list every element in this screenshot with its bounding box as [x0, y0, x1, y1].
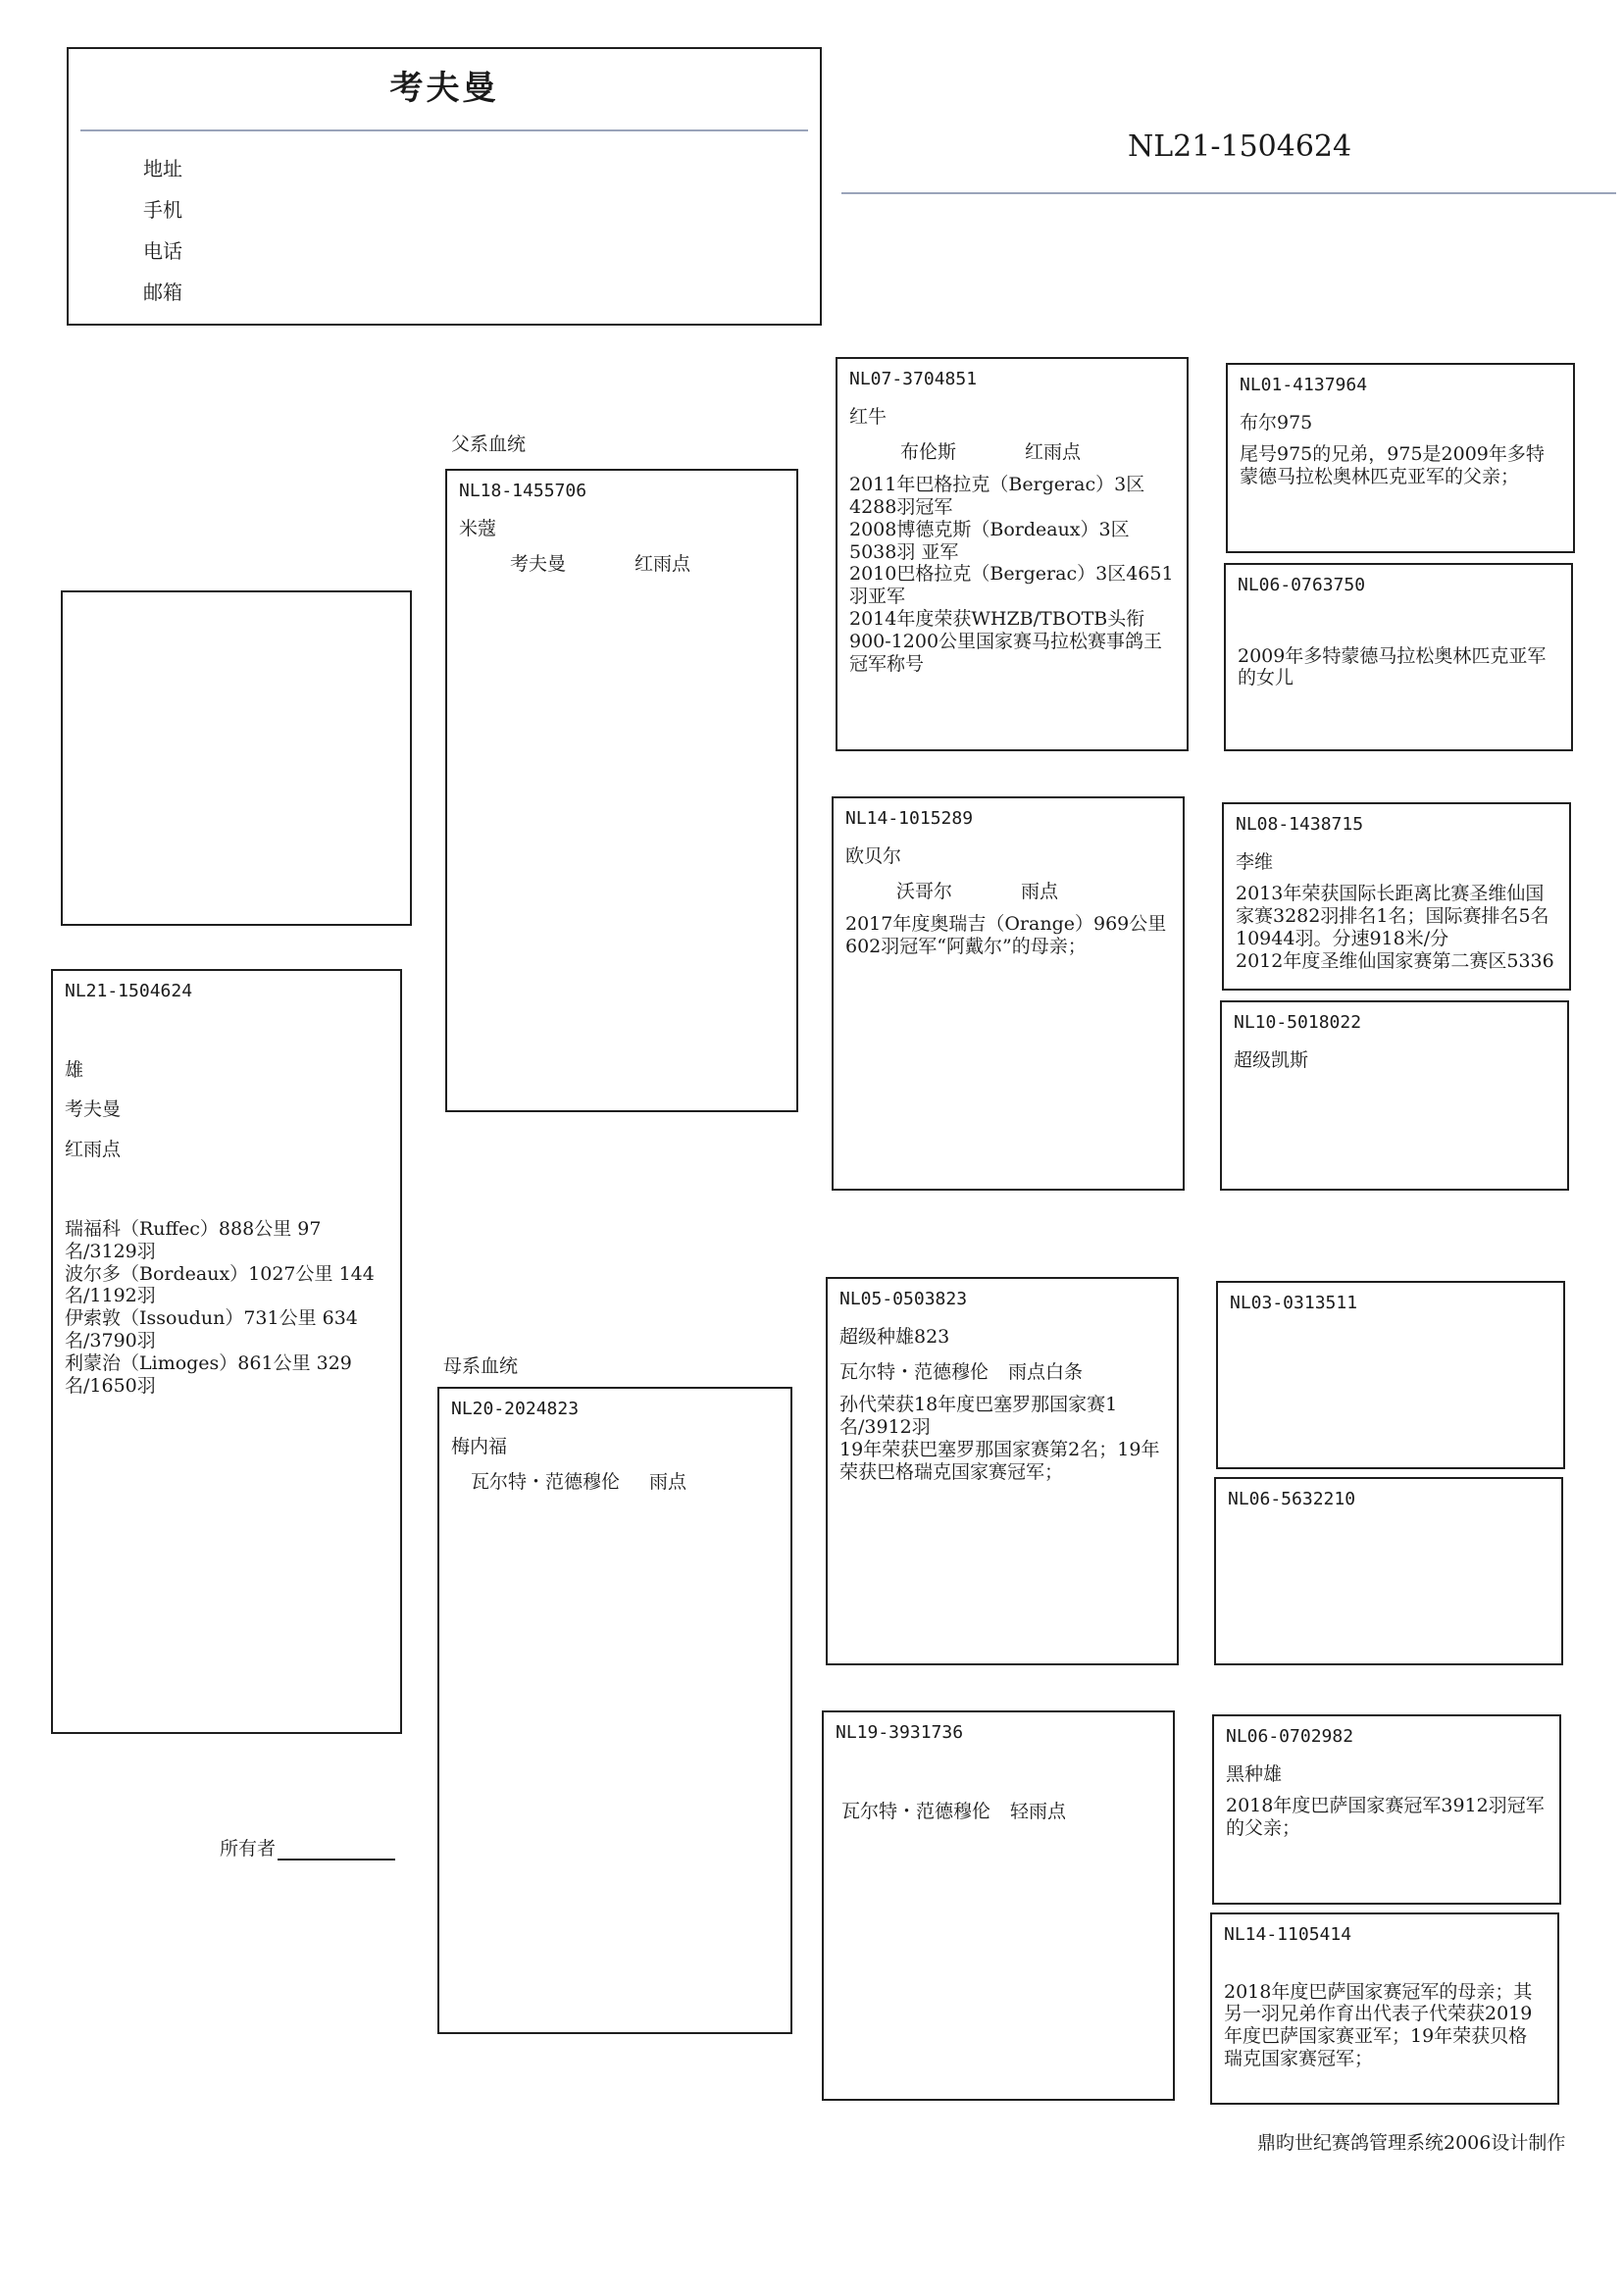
- sss-box: [1226, 363, 1575, 553]
- sire-dam-ring: NL14-1015289: [845, 808, 974, 829]
- address-label: 地址: [143, 157, 182, 180]
- dam-section-label: 母系血统: [443, 1355, 519, 1377]
- footer-credit: 鼎昀世纪赛鸽管理系统2006设计制作: [1257, 2132, 1566, 2154]
- ssd-ring: NL06-0763750: [1238, 575, 1366, 595]
- dds-ring: NL06-0702982: [1226, 1726, 1354, 1747]
- phone-label: 电话: [143, 239, 182, 263]
- sire-sire-color: 红雨点: [1025, 441, 1082, 464]
- dam-dam-box: [822, 1710, 1175, 2101]
- subject-sex: 雄: [65, 1058, 84, 1081]
- dam-dam-breeder: 瓦尔特・范德穆伦: [841, 1800, 991, 1822]
- dam-breeder: 瓦尔特・范德穆伦: [471, 1471, 621, 1494]
- ddd-ring: NL14-1105414: [1224, 1924, 1352, 1945]
- mobile-label: 手机: [143, 198, 182, 222]
- sdd-box: [1220, 1000, 1569, 1191]
- ddd-box: [1210, 1912, 1559, 2105]
- sire-dam-notes: 2017年度奥瑞吉（Orange）969公里602羽冠军“阿戴尔”的母亲；: [845, 913, 1167, 957]
- ddd-notes: 2018年度巴萨国家赛冠军的母亲；其另一羽兄弟作育出代表子代荣获2019年度巴萨国家赛亚军；19年荣获贝格瑞克国家赛冠军；: [1224, 1980, 1533, 2069]
- dss-ring: NL03-0313511: [1230, 1293, 1358, 1313]
- subject-ring: NL21-1504624: [65, 981, 193, 1001]
- sire-box: [445, 469, 798, 1112]
- top-ring-underline: [841, 192, 1616, 194]
- sire-section-label: 父系血统: [451, 433, 527, 455]
- dam-sire-box: [826, 1277, 1179, 1665]
- dam-ring: NL20-2024823: [451, 1399, 580, 1419]
- sire-name: 米蔻: [459, 517, 497, 539]
- dam-box: [437, 1387, 792, 2034]
- sire-dam-box: [832, 796, 1185, 1191]
- sss-notes: 尾号975的兄弟，975是2009年多特蒙德马拉松奥林匹克亚军的父亲；: [1240, 443, 1545, 488]
- sire-sire-breeder: 布伦斯: [900, 441, 957, 464]
- dam-sire-notes: 孙代荣获18年度巴塞罗那国家赛1名/3912羽 19年荣获巴塞罗那国家赛第2名；19年荣获巴格瑞克国家赛冠军；: [839, 1394, 1160, 1483]
- header-divider: [80, 129, 808, 131]
- top-ring-number: NL21-1504624: [1128, 129, 1352, 164]
- dds-notes: 2018年度巴萨国家赛冠军3912羽冠军的父亲；: [1226, 1795, 1545, 1840]
- sdd-name: 超级凯斯: [1234, 1048, 1309, 1071]
- owner-label: 所有者: [220, 1834, 395, 1861]
- sire-sire-name: 红牛: [849, 405, 888, 428]
- subject-results: 瑞福科（Ruffec）888公里 97名/3129羽 波尔多（Bordeaux）1027公里 144名/1192羽 伊索敦（Issoudun）731公里 634名/3790羽 利蒙治（Limoges）861公里 329名/1650羽: [65, 1217, 375, 1397]
- owner-name: 考夫曼: [389, 69, 499, 108]
- sire-sire-ring: NL07-3704851: [849, 369, 978, 389]
- sds-notes: 2013年荣获国际长距离比赛圣维仙国家赛3282羽排名1名；国际赛排名5名10944羽。分速918米/分 2012年度圣维仙国家赛第二赛区5336: [1236, 883, 1554, 972]
- dds-box: [1212, 1714, 1561, 1905]
- sdd-ring: NL10-5018022: [1234, 1012, 1362, 1033]
- dds-name: 黑种雄: [1226, 1762, 1283, 1785]
- subject-box: [51, 969, 402, 1734]
- dsd-box: [1214, 1477, 1563, 1665]
- photo-box: [61, 590, 412, 926]
- sss-ring: NL01-4137964: [1240, 375, 1368, 395]
- dam-color: 雨点: [649, 1471, 687, 1494]
- dam-sire-ring: NL05-0503823: [839, 1289, 968, 1309]
- sds-box: [1222, 802, 1571, 991]
- sds-ring: NL08-1438715: [1236, 814, 1364, 835]
- owner-header-box: [67, 47, 822, 326]
- ssd-box: [1224, 563, 1573, 751]
- dam-sire-name: 超级种雄823: [839, 1325, 950, 1348]
- dam-dam-ring: NL19-3931736: [836, 1722, 964, 1743]
- sire-sire-box: [836, 357, 1189, 751]
- sds-name: 李维: [1236, 850, 1274, 873]
- email-label: 邮箱: [143, 280, 182, 304]
- dss-box: [1216, 1281, 1565, 1469]
- sire-ring: NL18-1455706: [459, 481, 587, 501]
- dam-name: 梅内福: [451, 1435, 508, 1457]
- sire-breeder: 考夫曼: [510, 553, 567, 576]
- subject-breeder: 考夫曼: [65, 1098, 122, 1121]
- dsd-ring: NL06-5632210: [1228, 1489, 1356, 1509]
- owner-signature-line: [278, 1859, 395, 1861]
- subject-color: 红雨点: [65, 1139, 122, 1161]
- sire-sire-notes: 2011年巴格拉克（Bergerac）3区4288羽冠军 2008博德克斯（Bordeaux）3区 5038羽 亚军 2010巴格拉克（Bergerac）3区4651羽亚军 2014年度荣获WHZB/TBOTB头衔900-1200公里国家赛马拉松赛事鸽王冠军称号: [849, 474, 1174, 675]
- sire-color: 红雨点: [634, 553, 691, 576]
- sire-dam-name: 欧贝尔: [845, 844, 902, 867]
- dam-dam-color: 轻雨点: [1010, 1800, 1067, 1822]
- dam-sire-breeder: 瓦尔特・范德穆伦: [839, 1361, 990, 1384]
- dam-sire-color: 雨点白条: [1008, 1361, 1084, 1384]
- sire-dam-color: 雨点: [1021, 881, 1059, 903]
- ssd-notes: 2009年多特蒙德马拉松奥林匹克亚军的女儿: [1238, 644, 1547, 689]
- sire-dam-breeder: 沃哥尔: [896, 881, 953, 903]
- sss-name: 布尔975: [1240, 411, 1313, 433]
